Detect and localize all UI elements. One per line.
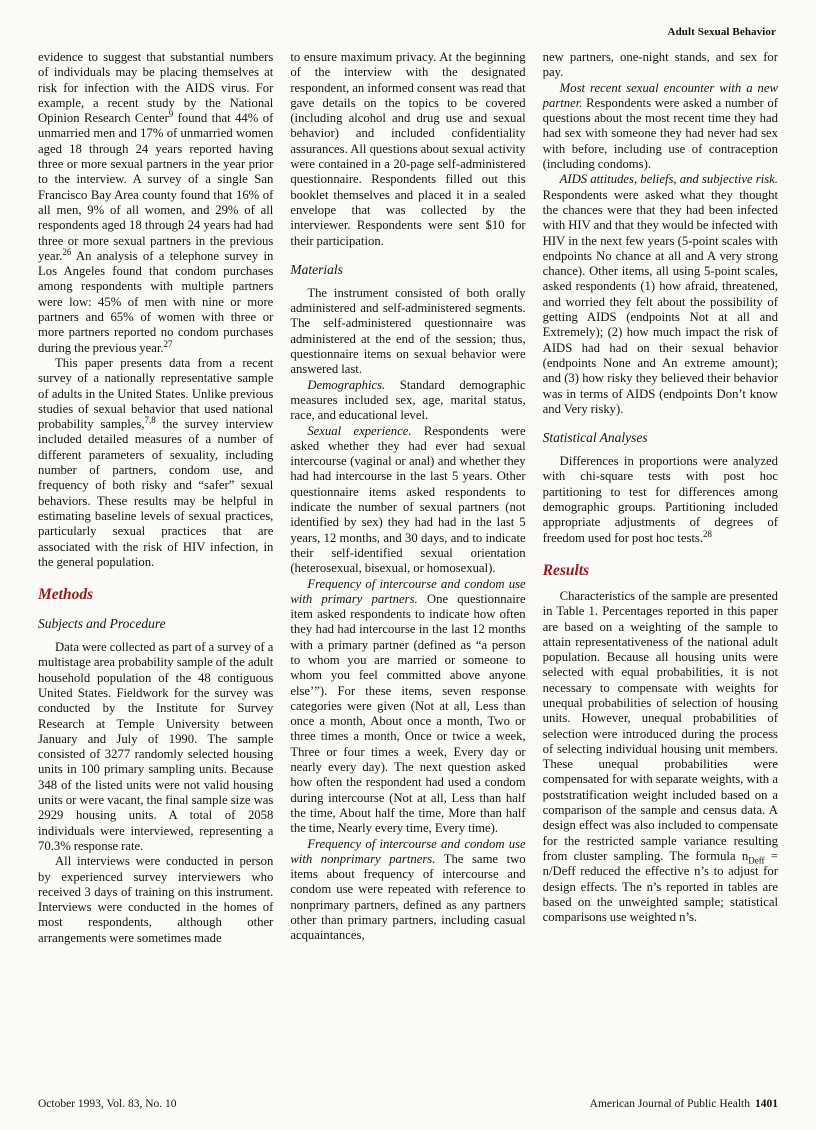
journal-title: American Journal of Public Health [589, 1098, 750, 1110]
paragraph-lead: AIDS attitudes, beliefs, and subjective risk. [559, 172, 778, 187]
paragraph-lead: Frequency of intercourse and condom use with primary partners. [290, 576, 526, 606]
body-paragraph: Data were collected as part of a survey of a multistage area probability sample of the adult household population of the 48 contiguous United States. Fieldwork for the survey was conducted by the Institute for Survey Research at Temple University between January and July of 1990. The sample consisted of 3277 randomly selected housing units in 100 primary sampling units. Because 348 of the listed units were not valid housing units or were vacant, the final sample size was 2929 housing units. A total of 2058 individuals were interviewed, representing a 70.3% response rate. [38, 640, 274, 853]
body-paragraph: All interviews were conducted in person by experienced survey interviewers who received 3 days of training on this instrument. Interviews were conducted in the homes of most respondents, although other arrangements were sometimes made [38, 854, 274, 945]
subsection-heading: Statistical Analyses [542, 430, 648, 446]
reference-superscript: 26 [62, 246, 72, 257]
body-paragraph: Demographics. Standard demographic measures included sex, age, marital status, race, and educational level. [290, 377, 526, 423]
body-paragraph: new partners, one-night stands, and sex for pay. [542, 50, 778, 80]
subsection-heading: Subjects and Procedure [38, 616, 166, 632]
body-paragraph: Differences in proportions were analyzed with chi-square tests with post hoc partitioning to test for differences among demographic groups. Partitioning included appropriate adjustments of degrees of freedom used for post hoc tests.$^{28}$ [542, 454, 778, 545]
body-paragraph: The instrument consisted of both orally administered and self-administered segments. The self-administered questionnaire was administered at the end of the session; thus, questionnaire items on sexual behavior were answered last. [290, 285, 526, 377]
reference-superscript: 9 [168, 108, 174, 119]
reference-superscript: 27 [163, 338, 173, 349]
column-2 [290, 50, 525, 946]
column-1 [38, 50, 273, 946]
section-heading: Methods [38, 586, 94, 604]
body-paragraph: This paper presents data from a recent survey of a nationally representative sample of adults in the United States. Unlike previous studies of sexual behavior that used national probability samples,$^{7,8}$ the survey interview included detailed measures of a number of different parameters of sexuality, including number of partners, condom use, and frequency of both risky and “safer” sexual behaviors. These results may be helpful in estimating baseline levels of sexual practices, particularly sexual practices that are associated with the risk of HIV infection, in the general population. [38, 355, 274, 569]
body-paragraph: Frequency of intercourse and condom use with primary partners. One questionnaire item asked respondents to indicate how often they had had intercourse in the last 12 months with a primary partner (defined as “a person to whom you are married or someone to whom you feel committed above anyone else’”). For these items, seven response categories were given (Not at all, Less than once a month, About once a month, Two or three times a month, Once or twice a week, Three or four times a week, Every day or nearly every day). The next question asked how often the respondent had used a condom during intercourse (Not at all, Less than half the time, About half the time, More than half the time, Nearly every time, Every time). [290, 576, 526, 836]
body-paragraph: to ensure maximum privacy. At the beginning of the interview with the designated respondent, an informed consent was read that gave details on the topics to be covered (including alcohol and drug use and sexual behavior) and included confidentiality assurances. All questions about sexual activity were contained in a 20-page self-administered questionnaire. Respondents filled out this booklet themselves and placed it in a sealed envelope that was collected by the interviewer. Respondents were sent $10 for their participation. [290, 50, 526, 248]
article-columns [38, 50, 778, 946]
reference-superscript: 7,8 [144, 414, 156, 425]
body-paragraph: Characteristics of the sample are presented in Table 1. Percentages reported in this paper are based on a weighting of the sample to attain representativeness of the national adult population. Because all housing units were selected with equal probabilities, it is not necessary to compensate with weights for unequal probabilities of selection of housing units. However, unequal probabilities of selection were introduced during the process of selecting individual housing unit members. These unequal probabilities were compensated for with separate weights, with a poststratification weight included based on a comparison of the sample and census data. A design effect was also included to compensate for the restricted sample variance resulting from cluster sampling. The formula $n_{Deff}$ = n/Deff reduced the effective n’s to adjust for design effects. The n’s reported in tables are based on the unweighted sample; statistical comparisons use weighted n’s. [542, 588, 778, 925]
reference-superscript: 28 [703, 528, 713, 539]
section-heading: Results [542, 561, 590, 579]
subsection-heading: Materials [290, 261, 343, 277]
subscript: Deff [748, 855, 765, 866]
footer-journal-info [590, 1098, 778, 1110]
column-3 [543, 50, 778, 946]
paragraph-lead: Most recent sexual encounter with a new partner. [542, 80, 778, 110]
body-paragraph: AIDS attitudes, beliefs, and subjective risk. Respondents were asked what they thought the chances were that they had been infected with HIV and that they would be infected with HIV in the next few years (5-point scales with endpoints No chance at all and A very strong chance). Other items, all using 5-point scales, asked respondents (1) how afraid, threatened, and worried they felt about the possibility of getting AIDS (endpoints Not at all and Extremely); (2) how much impact the risk of AIDS had had on their sexual behavior (endpoints None and An extreme amount); and (3) how risky they believed their behavior was in terms of AIDS (endpoints Don’t know and Very risky). [542, 172, 778, 416]
paragraph-lead: Frequency of intercourse and condom use with nonprimary partners. [290, 836, 526, 866]
running-head: Adult Sexual Behavior [667, 26, 776, 38]
body-paragraph: Sexual experience. Respondents were asked whether they had ever had sexual intercourse (vaginal or anal) and whether they had had intercourse in the last 5 years. Other questionnaire items asked respondents to indicate the number of sexual partners (not identified by sex) they had had in the last 5 years, 12 months, and 30 days, and to indicate their self-identified sexual orientation (heterosexual, bisexual, or homosexual). [290, 423, 526, 576]
body-paragraph: Most recent sexual encounter with a new partner. Respondents were asked a number of questions about the most recent time they had had sex with someone they had never had sex with before, including use of contraception (including condoms). [542, 80, 778, 172]
body-paragraph: evidence to suggest that substantial numbers of individuals may be placing themselves at risk for infection with the AIDS virus. For example, a recent study by the National Opinion Research Center$^9$ found that 44% of unmarried men and 17% of unmarried women aged 18 through 24 years reported having three or more sexual partners in the year prior to the interview. A survey of a single San Francisco Bay Area county found that 16% of all men, 9% of all women, and 29% of all respondents aged 18 through 24 years had had three or more sexual partners in the previous year.$^{26}$ An analysis of a telephone survey in Los Angeles found that condom purchases among respondents with multiple partners were low: 45% of men with nine or more partners and 65% of women with three or more partners reported no condom purchases during the previous year.$^{27}$ [38, 50, 274, 355]
page-number: 1401 [755, 1098, 778, 1110]
paragraph-lead: Sexual experience. [307, 423, 412, 438]
page-footer [38, 1098, 778, 1110]
paragraph-lead: Demographics. [307, 377, 386, 392]
footer-issue-info: October 1993, Vol. 83, No. 10 [38, 1098, 177, 1110]
body-paragraph: Frequency of intercourse and condom use with nonprimary partners. The same two items about frequency of intercourse and condom use were repeated with reference to nonprimary partners, defined as any partners other than primary partners, including casual acquaintances, [290, 836, 526, 943]
